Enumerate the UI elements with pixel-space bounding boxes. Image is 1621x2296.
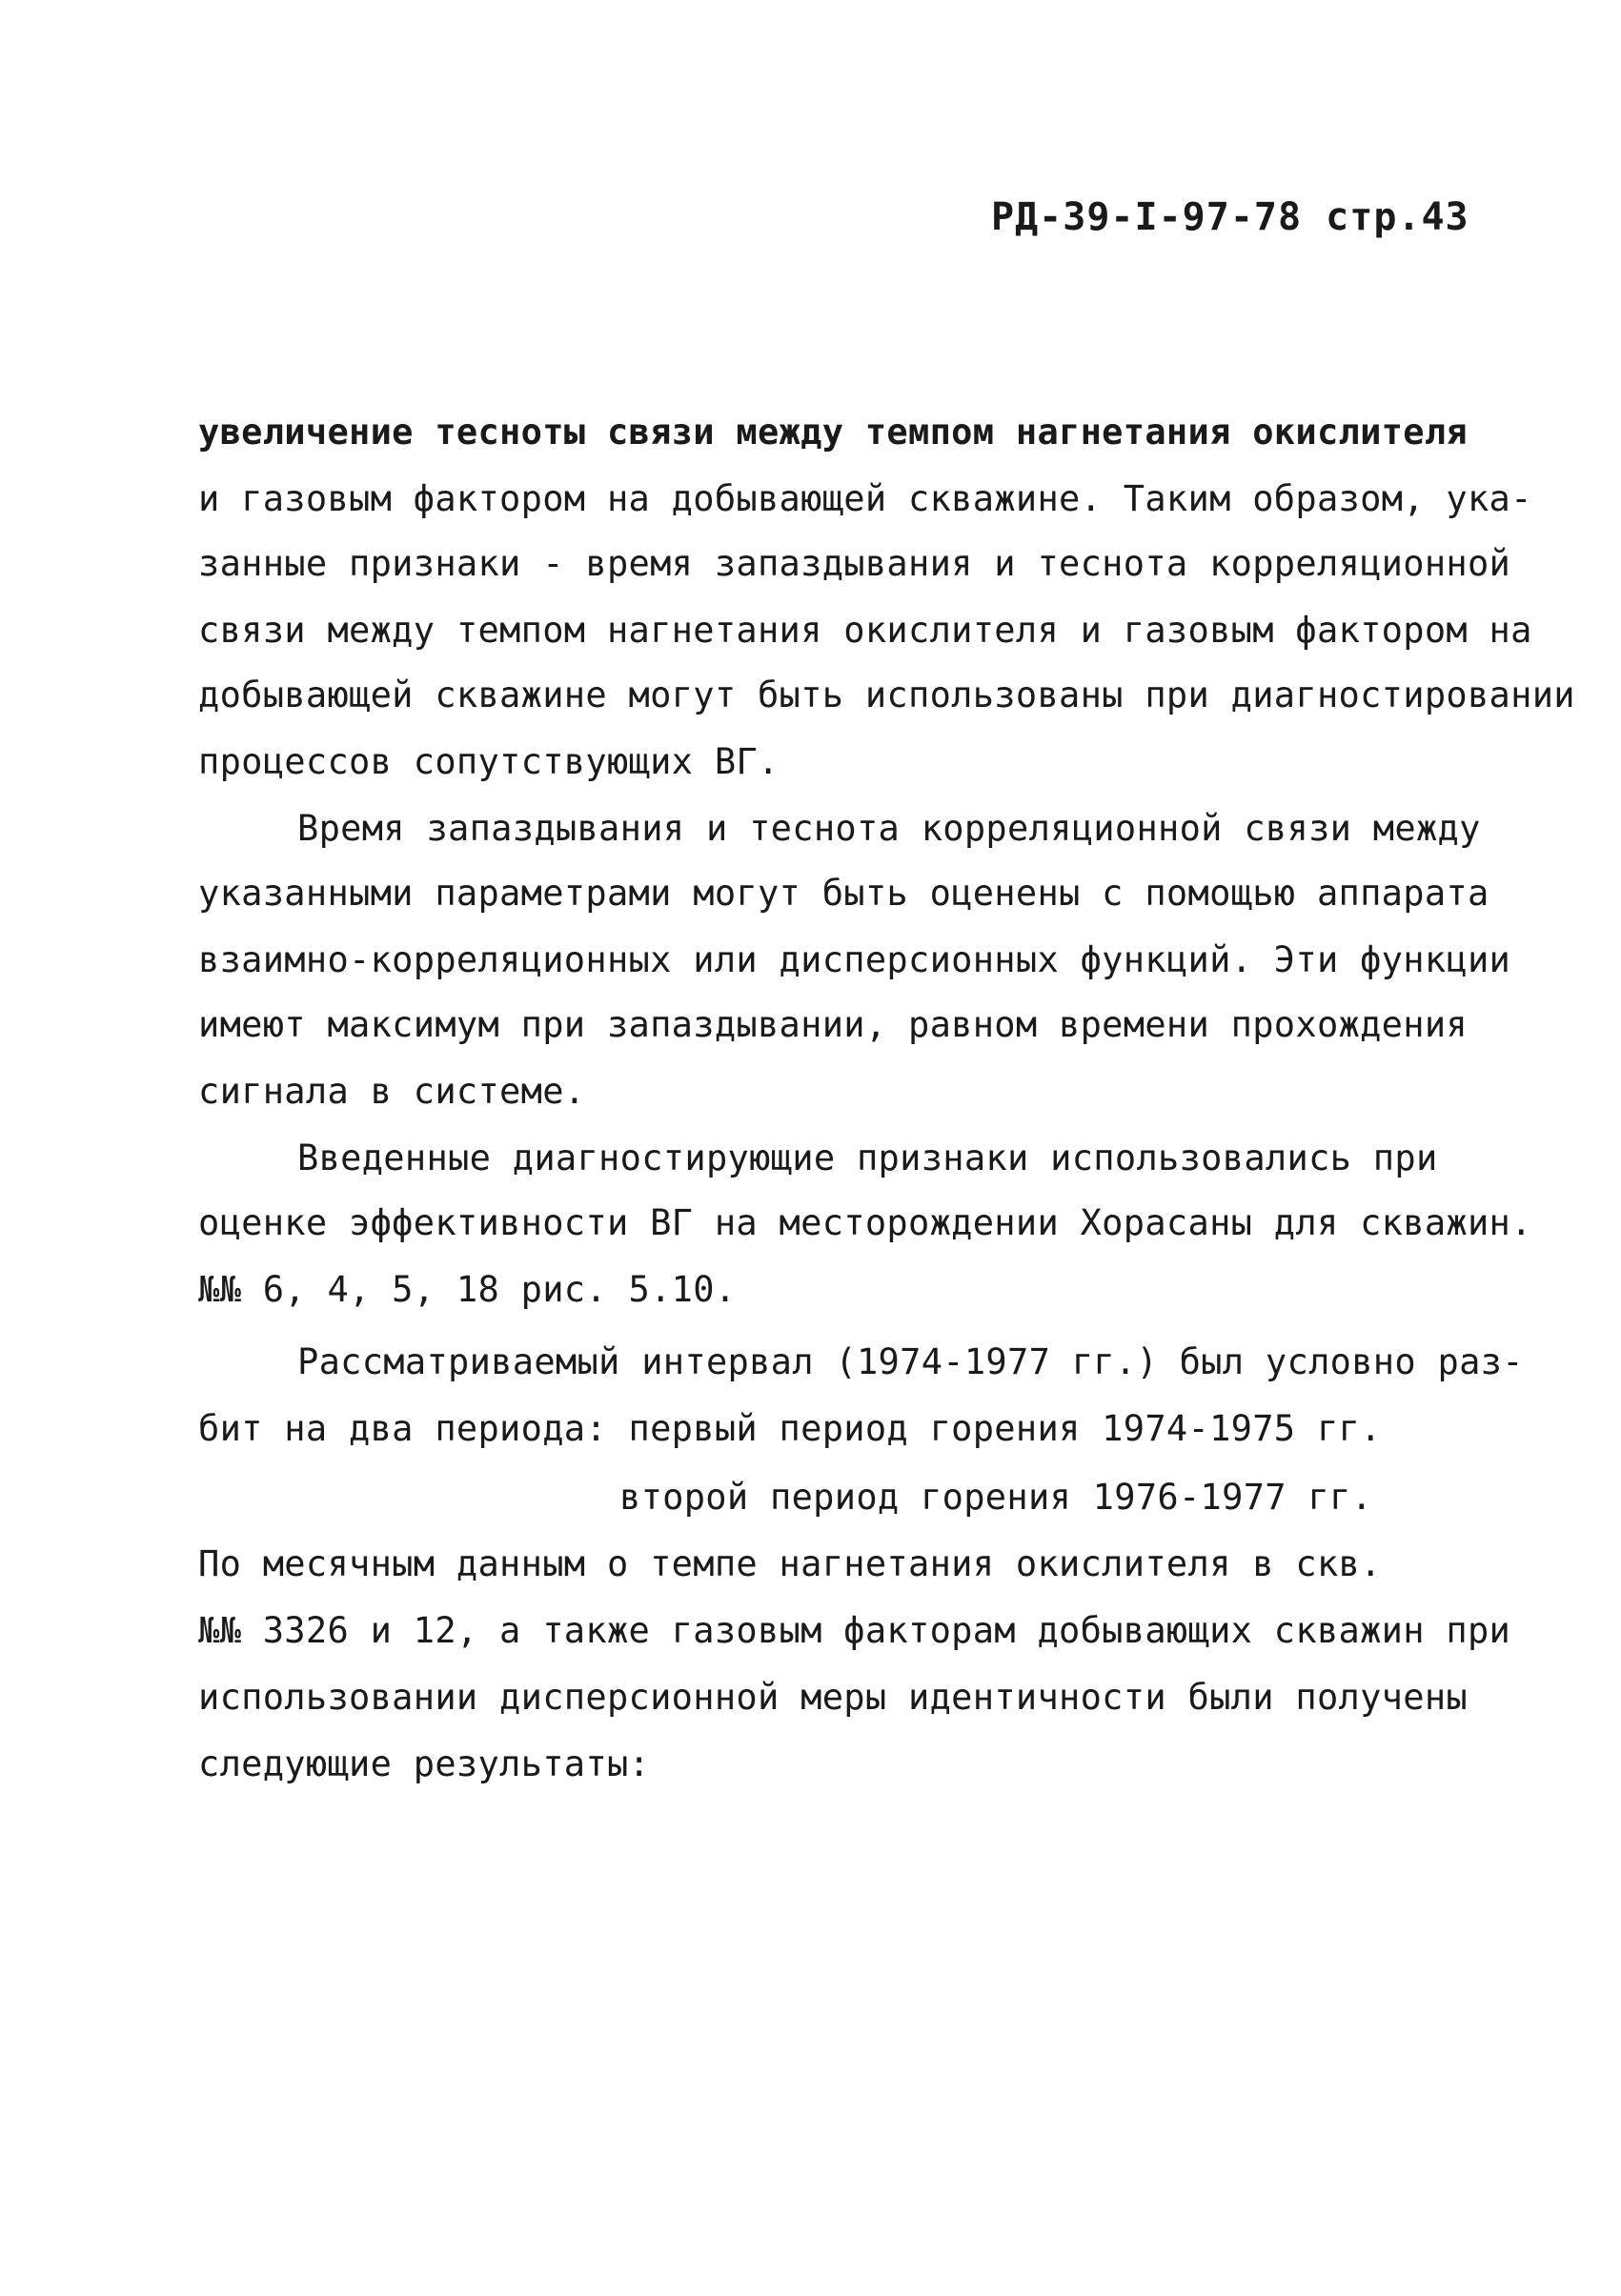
text-line: использовании дисперсионной меры идентичности были получены: [198, 1677, 1468, 1718]
text-line: Время запаздывания и теснота корреляционной связи между: [297, 808, 1481, 849]
text-line: бит на два периода: первый период горения 1974-1975 гг.: [198, 1408, 1382, 1449]
text-line: №№ 6, 4, 5, 18 рис. 5.10.: [198, 1269, 737, 1310]
text-line: По месячным данным о темпе нагнетания окислителя в скв.: [198, 1543, 1382, 1584]
text-line: увеличение тесноты связи между темпом нагнетания окислителя: [198, 412, 1468, 453]
text-line: взаимно-корреляционных или дисперсионных функций. Эти функции: [198, 939, 1511, 980]
text-line: указанными параметрами могут быть оценены с помощью аппарата: [198, 873, 1489, 914]
text-line: процессов сопутствующих ВГ.: [198, 741, 780, 782]
text-line: имеют максимум при запаздывании, равном времени прохождения: [198, 1004, 1468, 1045]
text-line: второй период горения 1976-1977 гг.: [619, 1477, 1373, 1518]
text-line: оценке эффективности ВГ на месторождении Хорасаны для скважин.: [198, 1202, 1532, 1243]
text-line: №№ 3326 и 12, а также газовым факторам добывающих скважин при: [198, 1610, 1511, 1651]
text-line: добывающей скважине могут быть использованы при диагностировании: [198, 675, 1575, 715]
document-reference: РД-39-I-97-78 стр.43: [991, 195, 1469, 239]
text-line: сигнала в системе.: [198, 1071, 586, 1112]
text-line: Рассматриваемый интервал (1974-1977 гг.) был условно раз-: [297, 1341, 1524, 1382]
text-line: Введенные диагностирующие признаки использовались при: [297, 1138, 1438, 1178]
text-line: связи между темпом нагнетания окислителя и газовым фактором на: [198, 610, 1532, 651]
text-line: и газовым фактором на добывающей скважине. Таким образом, ука-: [198, 478, 1532, 519]
text-line: следующие результаты:: [198, 1743, 651, 1784]
text-line: занные признаки - время запаздывания и теснота корреляционной: [198, 543, 1511, 584]
